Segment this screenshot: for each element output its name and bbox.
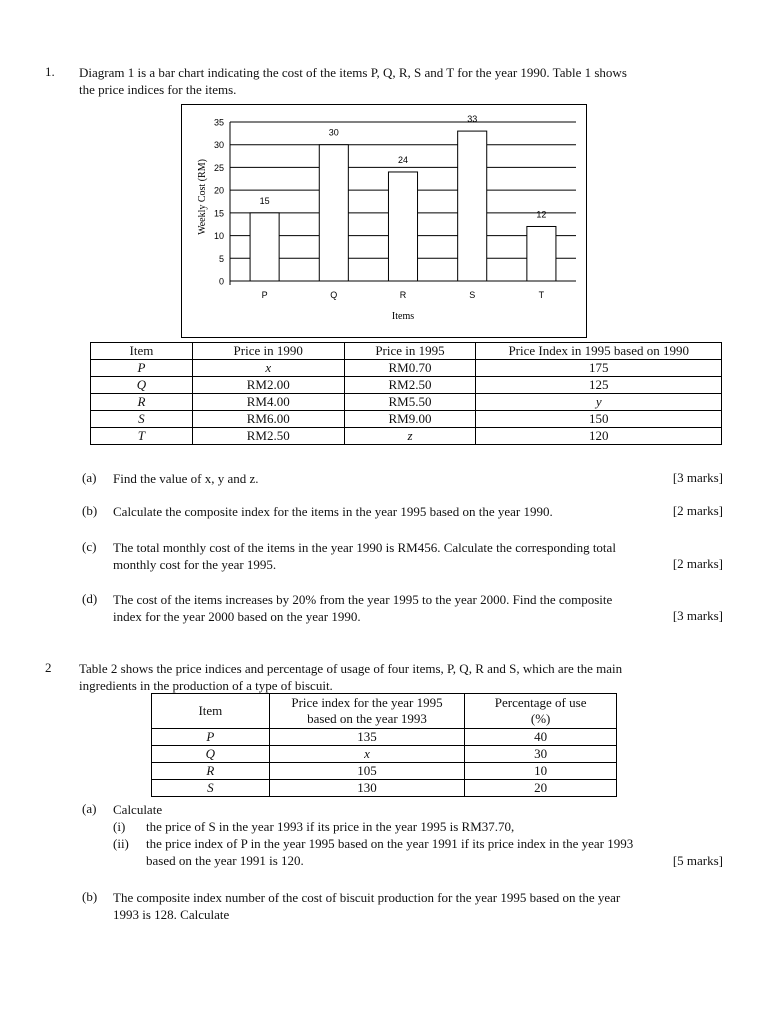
cell-item: S — [152, 780, 270, 797]
table-row — [91, 428, 722, 445]
table-row — [91, 377, 722, 394]
cell-item: R — [152, 763, 270, 780]
cell-index: 175 — [476, 360, 722, 377]
y-tick-label: 35 — [213, 117, 224, 128]
cell-price-1995: RM5.50 — [344, 394, 476, 411]
y-tick-label: 10 — [213, 231, 224, 242]
part-text: Calculate the composite index for the items in the year 1995 based on the year 1990. — [113, 504, 553, 519]
subpart-text: based on the year 1991 is 120. — [146, 853, 304, 868]
question-number: 1. — [45, 64, 55, 79]
part-label: (c) — [82, 539, 97, 554]
part-text: The cost of the items increases by 20% from the year 1995 to the year 2000. Find the composite — [113, 592, 613, 607]
marks-label: [3 marks] — [672, 608, 723, 623]
part-text: Find the value of x, y and z. — [113, 471, 259, 486]
table-row — [91, 394, 722, 411]
table-row — [152, 780, 617, 797]
table-row — [91, 411, 722, 428]
part-text: monthly cost for the year 1995. — [113, 557, 277, 572]
bar-Q — [319, 145, 348, 281]
bar-value-label: 30 — [328, 127, 339, 138]
part-label: (b) — [82, 889, 98, 904]
table-row — [152, 763, 617, 780]
subpart-text: the price of S in the year 1993 if its price in the year 1995 is RM37.70, — [146, 819, 515, 834]
bar-chart — [181, 104, 587, 338]
bar-S — [458, 131, 487, 281]
marks-label: [2 marks] — [672, 503, 723, 518]
x-tick-label: R — [399, 290, 407, 300]
cell-price-1995: RM9.00 — [344, 411, 476, 428]
price-usage-table — [151, 693, 617, 797]
cell-item: Q — [91, 377, 193, 394]
y-tick-label: 15 — [213, 208, 224, 219]
y-tick-label: 20 — [213, 185, 224, 196]
bar-value-label: 15 — [259, 195, 270, 206]
y-axis-label: Weekly Cost (RM) — [197, 159, 208, 235]
cell-index: 135 — [269, 729, 465, 746]
cell-item: S — [91, 411, 193, 428]
cell-index: 130 — [269, 780, 465, 797]
header-item: Item — [152, 694, 270, 729]
y-tick-label: 25 — [213, 162, 224, 173]
table-header-row — [91, 343, 722, 360]
subpart-label: (ii) — [113, 836, 129, 851]
question-intro — [79, 64, 723, 98]
cell-price-1995: RM0.70 — [344, 360, 476, 377]
cell-index: 120 — [476, 428, 722, 445]
bar-value-label: 12 — [536, 209, 547, 220]
part-text: index for the year 2000 based on the year 1990. — [113, 609, 361, 624]
cell-price-1990: RM6.00 — [192, 411, 344, 428]
marks-label: [3 marks] — [672, 470, 723, 485]
cell-index: 125 — [476, 377, 722, 394]
y-tick-label: 5 — [218, 253, 224, 264]
cell-index: y — [476, 394, 722, 411]
part-label: (b) — [82, 503, 98, 518]
cell-price-1990: RM2.50 — [192, 428, 344, 445]
x-tick-label: T — [538, 290, 545, 300]
part-text: The total monthly cost of the items in the year 1990 is RM456. Calculate the corresponding total — [113, 540, 616, 555]
header-line: (%) — [530, 711, 551, 726]
cell-price-1990: x — [192, 360, 344, 377]
marks-label: [2 marks] — [672, 556, 723, 571]
table-row — [91, 360, 722, 377]
cell-index: 150 — [476, 411, 722, 428]
cell-item: Q — [152, 746, 270, 763]
header-price-1990: Price in 1990 — [192, 343, 344, 360]
x-tick-label: P — [261, 290, 268, 300]
question-intro-line: Diagram 1 is a bar chart indicating the cost of the items P, Q, R, S and T for the year 1990. Table 1 shows — [79, 65, 627, 80]
bar-P — [250, 213, 279, 281]
cell-percentage: 10 — [465, 763, 617, 780]
question-intro-line: ingredients in the production of a type of biscuit. — [79, 678, 333, 693]
cell-item: P — [91, 360, 193, 377]
header-line: Percentage of use — [494, 695, 587, 710]
cell-percentage: 30 — [465, 746, 617, 763]
cell-item: T — [91, 428, 193, 445]
table-row — [152, 746, 617, 763]
question-intro-line: the price indices for the items. — [79, 82, 237, 97]
bar-value-label: 24 — [397, 154, 409, 165]
cell-percentage: 20 — [465, 780, 617, 797]
subpart-text: the price index of P in the year 1995 based on the year 1991 if its price index in the year 1993 — [146, 836, 634, 851]
bar-value-label: 33 — [467, 114, 478, 125]
question-intro — [79, 660, 723, 694]
x-tick-label: Q — [330, 290, 338, 300]
table-header-row — [152, 694, 617, 729]
part-text: Calculate — [113, 802, 163, 817]
part-label: (d) — [82, 591, 98, 606]
cell-item: R — [91, 394, 193, 411]
marks-label: [5 marks] — [672, 853, 723, 868]
cell-index: x — [269, 746, 465, 763]
chart-frame — [182, 105, 587, 338]
x-tick-label: S — [469, 290, 476, 300]
header-item: Item — [91, 343, 193, 360]
part-text: 1993 is 128. Calculate — [113, 907, 230, 922]
subpart-label: (i) — [113, 819, 126, 834]
cell-index: 105 — [269, 763, 465, 780]
question-intro-line: Table 2 shows the price indices and percentage of usage of four items, P, Q, R and S, which are the main — [79, 661, 623, 676]
bar-R — [388, 172, 417, 281]
header-price-index — [269, 694, 465, 729]
header-price-1995: Price in 1995 — [344, 343, 476, 360]
y-tick-label: 0 — [218, 276, 224, 287]
price-index-table — [90, 342, 722, 445]
cell-price-1995: RM2.50 — [344, 377, 476, 394]
part-label: (a) — [82, 470, 97, 485]
part-label: (a) — [82, 801, 97, 816]
header-price-index: Price Index in 1995 based on 1990 — [476, 343, 722, 360]
cell-percentage: 40 — [465, 729, 617, 746]
header-line: based on the year 1993 — [307, 711, 427, 726]
question-number: 2 — [45, 660, 52, 675]
table-row — [152, 729, 617, 746]
header-line: Price index for the year 1995 — [291, 695, 443, 710]
cell-item: P — [152, 729, 270, 746]
part-text: The composite index number of the cost of biscuit production for the year 1995 based on the year — [113, 890, 621, 905]
cell-price-1990: RM4.00 — [192, 394, 344, 411]
header-percentage — [465, 694, 617, 729]
x-axis-label: Items — [391, 311, 415, 322]
cell-price-1995: z — [344, 428, 476, 445]
cell-price-1990: RM2.00 — [192, 377, 344, 394]
y-tick-label: 30 — [213, 140, 224, 151]
bar-T — [527, 226, 556, 281]
